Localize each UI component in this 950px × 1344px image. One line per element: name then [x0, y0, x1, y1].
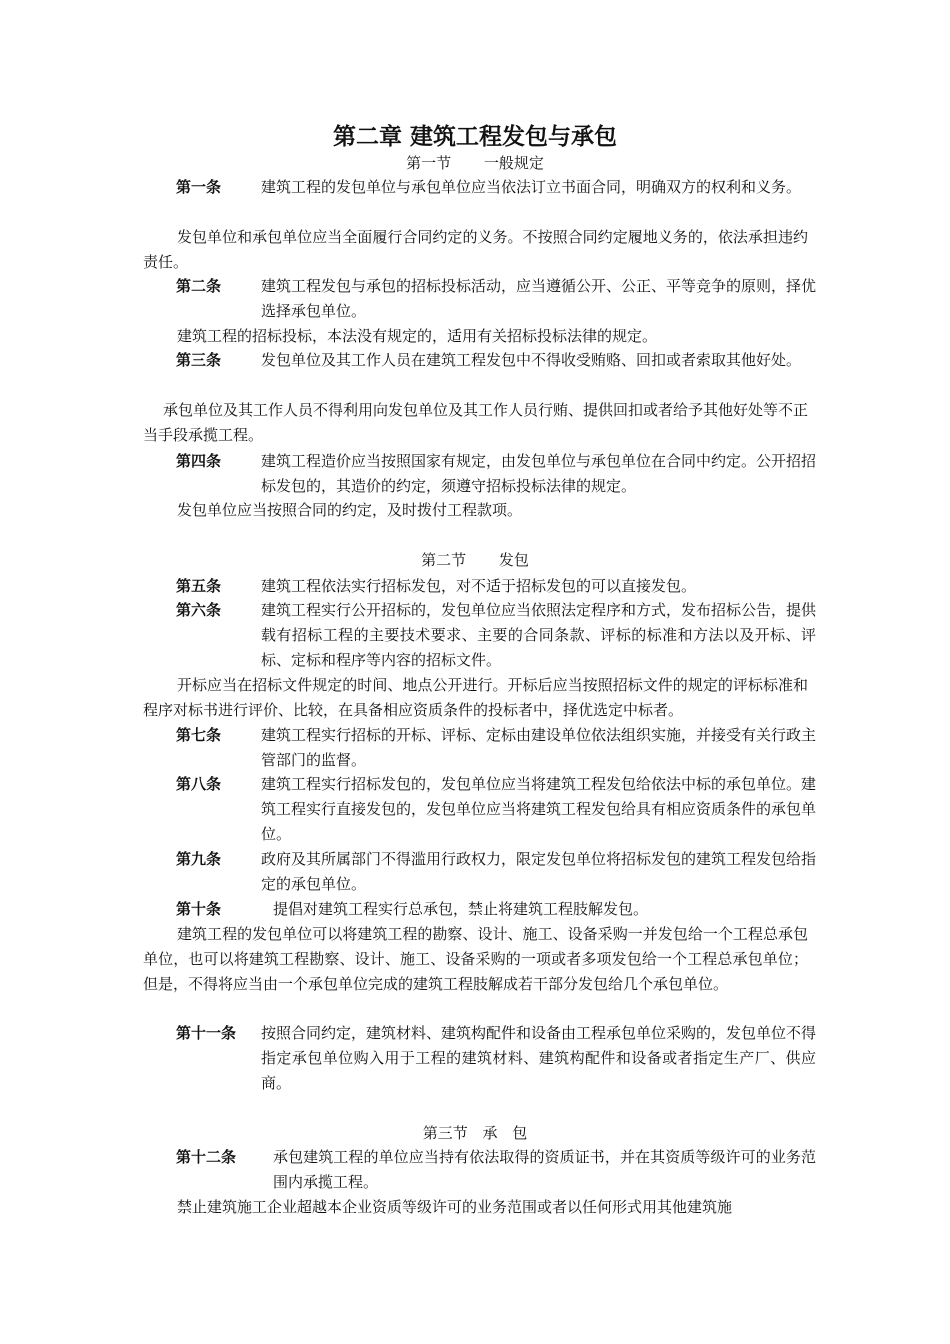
- paragraph: 建筑工程的发包单位可以将建筑工程的勘察、设计、施工、设备采购一并发包给一个工程总承包单位，也可以将建筑工程勘察、设计、施工、设备采购的一项或者多项发包给一个工程总承包单位；但是，不得将应当由一个承包单位完成的建筑工程肢解成若干部分发包给几个承包单位。: [143, 925, 808, 993]
- article-label: 第五条: [176, 577, 222, 595]
- article-1: [176, 175, 816, 200]
- article-text: 建筑工程的发包单位与承包单位应当依法订立书面合同，明确双方的权利和义务。: [261, 178, 802, 196]
- article-text: 建筑工程发包与承包的招标投标活动，应当遵循公开、公正、平等竞争的原则，择优选择承包单位。: [261, 277, 817, 320]
- article-12: [176, 1145, 816, 1195]
- paragraph: 开标应当在招标文件规定的时间、地点公开进行。开标后应当按照招标文件的规定的评标标准和程序对标书进行评价、比较，在具备相应资质条件的投标者中，择优选定中标者。: [143, 676, 808, 719]
- paragraph: 建筑工程的招标投标，本法没有规定的，适用有关招标投标法律的规定。: [177, 327, 658, 345]
- article-10: [176, 897, 816, 922]
- article-6: [176, 598, 816, 673]
- article-text: 发包单位及其工作人员在建筑工程发包中不得收受贿赂、回扣或者索取其他好处。: [261, 351, 802, 369]
- article-text: 建筑工程实行招标的开标、评标、定标由建设单位依法组织实施，并接受有关行政主管部门的监督。: [261, 726, 817, 769]
- article-11: [176, 1021, 816, 1096]
- article-3: [176, 348, 816, 373]
- article-text: 按照合同约定，建筑材料、建筑构配件和设备由工程承包单位采购的，发包单位不得指定承包单位购入用于工程的建筑材料、建筑构配件和设备或者指定生产厂、供应商。: [261, 1024, 817, 1092]
- article-label: 第三条: [176, 351, 222, 369]
- article-label: 第十二条: [176, 1148, 237, 1166]
- article-text: 建筑工程实行招标发包的，发包单位应当将建筑工程发包给依法中标的承包单位。建筑工程实行直接发包的，发包单位应当将建筑工程发包给具有相应资质条件的承包单位。: [261, 775, 817, 843]
- article-text: 提倡对建筑工程实行总承包，禁止将建筑工程肢解发包。: [273, 900, 649, 918]
- article-5: [176, 574, 816, 599]
- article-label: 第十条: [176, 900, 222, 918]
- article-text: 承包建筑工程的单位应当持有依法取得的资质证书，并在其资质等级许可的业务范围内承揽工程。: [273, 1148, 816, 1191]
- article-text: 建筑工程实行公开招标的，发包单位应当依照法定程序和方式，发布招标公告，提供载有招标工程的主要技术要求、主要的合同条款、评标的标准和方法以及开标、评标、定标和程序等内容的招标文件。: [261, 601, 817, 669]
- article-label: 第六条: [176, 601, 222, 619]
- section-heading-3: 第三节 承 包: [422, 1124, 528, 1142]
- article-4: [176, 449, 816, 499]
- article-8: [176, 772, 816, 847]
- paragraph: 禁止建筑施工企业超越本企业资质等级许可的业务范围或者以任何形式用其他建筑施: [177, 1198, 733, 1216]
- article-9: [176, 847, 816, 897]
- article-label: 第一条: [176, 178, 222, 196]
- article-label: 第十一条: [176, 1024, 237, 1042]
- section-heading-1: 第一节 一般规定: [406, 154, 544, 172]
- paragraph: 承包单位及其工作人员不得利用向发包单位及其工作人员行贿、提供回扣或者给予其他好处等不正当手段承揽工程。: [143, 401, 809, 444]
- paragraph: 发包单位和承包单位应当全面履行合同约定的义务。不按照合同约定履地义务的，依法承担违约责任。: [143, 228, 808, 271]
- article-text: 建筑工程依法实行招标发包，对不适于招标发包的可以直接发包。: [261, 577, 697, 595]
- article-2: [176, 274, 816, 324]
- article-label: 第二条: [176, 277, 222, 295]
- article-text: 政府及其所属部门不得滥用行政权力，限定发包单位将招标发包的建筑工程发包给指定的承包单位。: [261, 850, 817, 893]
- chapter-title: 第二章 建筑工程发包与承包: [332, 124, 617, 150]
- article-label: 第八条: [176, 775, 222, 793]
- article-7: [176, 723, 816, 773]
- section-heading-2: 第二节 发包: [421, 551, 529, 569]
- article-label: 第四条: [176, 452, 222, 470]
- article-text: 建筑工程造价应当按照国家有规定，由发包单位与承包单位在合同中约定。公开招招标发包的，其造价的约定，须遵守招标投标法律的规定。: [261, 452, 817, 495]
- article-label: 第七条: [176, 726, 222, 744]
- paragraph: 发包单位应当按照合同的约定，及时拨付工程款项。: [177, 501, 523, 519]
- article-label: 第九条: [176, 850, 222, 868]
